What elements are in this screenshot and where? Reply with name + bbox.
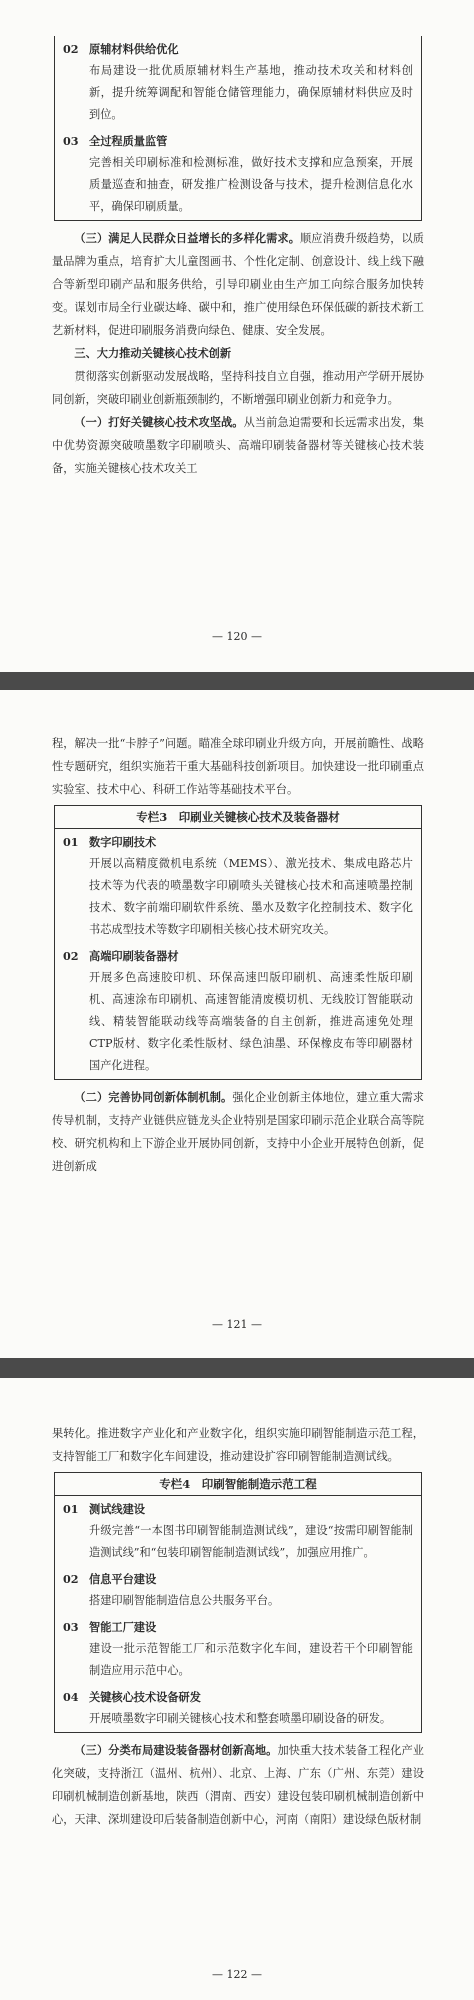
section-heading: 三、大力推动关键核心技术创新	[74, 346, 232, 360]
box-item	[55, 1496, 421, 1566]
box-item	[55, 36, 421, 128]
item-number: 02	[63, 42, 79, 56]
item-body: 开展喷墨数字印刷关键核心技术和整套喷墨印刷设备的研发。	[89, 1712, 392, 1725]
paragraph-lead: （三）满足人民群众日益增长的多样化需求。	[74, 231, 300, 245]
box-item	[55, 1566, 421, 1614]
item-title: 测试线建设	[89, 1502, 145, 1516]
item-body: 完善相关印刷标准和检测标准，做好技术支撑和应急预案，开展质量巡查和抽查，研发推广检测设备与技术，提升检测信息化水平，确保印刷质量。	[89, 156, 413, 213]
column-box-4	[54, 1472, 422, 1733]
box-item	[55, 943, 421, 1079]
box-title: 专栏4 印刷智能制造示范工程	[55, 1473, 421, 1496]
page-separator	[0, 1358, 474, 1378]
paragraph-text: 从当前急迫需要和长远需求出发，集中优势资源突破喷墨数字印刷喷头、高端印刷装备器材等关键核心技术装备，实施关键核心技术攻关工	[52, 416, 424, 475]
page-121	[0, 690, 474, 1358]
page-122	[0, 1378, 474, 2000]
item-title: 原辅材料供给优化	[89, 42, 179, 56]
box-title: 专栏3 印刷业关键核心技术及装备器材	[55, 806, 421, 829]
paragraph-text: 加快重大技术装备工程化产业化突破，支持浙江（温州、杭州）、北京、上海、广东（广州、东莞）建设印刷机械制造创新基地，陕西（渭南、西安）建设包装印刷机械制造创新中心，天津、深圳建设印后装备制造创新中心，河南（南阳）建设绿色版材制	[52, 1744, 424, 1826]
item-title: 数字印刷技术	[89, 835, 157, 849]
item-number: 02	[63, 949, 79, 963]
item-title: 高端印刷装备器材	[89, 949, 179, 963]
page-121-content	[52, 732, 424, 1178]
paragraph-lead: （二）完善协同创新体制机制。	[74, 1090, 233, 1104]
item-number: 01	[63, 835, 79, 849]
page-122-content	[52, 1422, 424, 1831]
paragraph	[52, 1086, 424, 1178]
paragraph	[52, 1739, 424, 1831]
paragraph: 果转化。推进数字产业化和产业数字化，组织实施印刷智能制造示范工程，支持智能工厂和数字化车间建设，推动建设扩容印刷智能制造测试线。	[52, 1427, 424, 1463]
column-box-3	[54, 805, 422, 1080]
item-number: 03	[63, 134, 79, 148]
paragraph-lead: （三）分类布局建设装备器材创新高地。	[74, 1743, 278, 1757]
item-body: 开展多色高速胶印机、环保高速凹版印刷机、高速柔性版印刷机、高速涂布印刷机、高速智能清废模切机、无线胶订智能联动线、精装智能联动线等高端装备的自主创新，推进高速免处理CTP版材、数字化柔性版材、绿色油墨、环保橡皮布等印刷器材国产化进程。	[89, 971, 413, 1072]
item-number: 01	[63, 1502, 79, 1516]
page-number: — 120 —	[212, 630, 262, 643]
paragraph-lead: （一）打好关键核心技术攻坚战。	[74, 415, 244, 429]
item-title: 智能工厂建设	[89, 1620, 157, 1634]
paragraph-text: 顺应消费升级趋势，以质量品牌为重点，培育扩大儿童图画书、个性化定制、创意设计、线上线下融合等新型印刷产品和服务供给，引导印刷业由生产加工向综合服务加快转变。谋划市局全行业碳达峰、碳中和，推广使用绿色环保低碳的新技术新工艺新材料，促进印刷服务消费向绿色、健康、安全发展。	[52, 232, 424, 337]
item-number: 04	[63, 1690, 79, 1704]
column-box-continued	[54, 36, 422, 221]
page-120-content	[52, 36, 424, 480]
paragraph	[52, 227, 424, 342]
paragraph-text: 强化企业创新主体地位，建立重大需求传导机制，支持产业链供应链龙头企业特别是国家印刷示范企业联合高等院校、研究机构和上下游企业开展协同创新，支持中小企业开展特色创新，促进创新成	[52, 1091, 424, 1173]
page-separator	[0, 672, 474, 690]
item-body: 布局建设一批优质原辅材料生产基地，推动技术攻关和材料创新，提升统筹调配和智能仓储管理能力，确保原辅材料供应及时到位。	[89, 64, 413, 121]
box-item	[55, 829, 421, 943]
page-number: — 122 —	[212, 1968, 262, 1981]
paragraph: 程，解决一批“卡脖子”问题。瞄准全球印刷业升级方向，开展前瞻性、战略性专题研究，组织实施若干重大基础科技创新项目。加快建设一批印刷重点实验室、技术中心、科研工作站等基础技术平台。	[52, 737, 424, 796]
paragraph	[52, 411, 424, 480]
item-title: 信息平台建设	[89, 1572, 157, 1586]
page-number: — 121 —	[212, 1318, 262, 1331]
item-number: 03	[63, 1620, 79, 1634]
box-item	[55, 1684, 421, 1732]
item-title: 关键核心技术设备研发	[89, 1690, 201, 1704]
paragraph: 贯彻落实创新驱动发展战略，坚持科技自立自强，推动用产学研开展协同创新，突破印刷业创新瓶颈制约，不断增强印刷业创新力和竞争力。	[52, 370, 424, 406]
item-title: 全过程质量监管	[89, 134, 168, 148]
page-120	[0, 0, 474, 672]
item-body: 升级完善“一本图书印刷智能制造测试线”，建设“按需印刷智能制造测试线”和“包装印刷智能制造测试线”，加强应用推广。	[89, 1524, 413, 1559]
item-body: 搭建印刷智能制造信息公共服务平台。	[89, 1594, 280, 1607]
box-item	[55, 128, 421, 220]
item-number: 02	[63, 1572, 79, 1586]
item-body: 开展以高精度微机电系统（MEMS）、激光技术、集成电路芯片技术等为代表的喷墨数字印刷喷头关键核心技术和高速喷墨控制技术、数字前端印刷软件系统、墨水及数字化控制技术、数字化书芯成型技术等数字印刷相关核心技术研究攻关。	[89, 857, 413, 936]
box-item	[55, 1614, 421, 1684]
item-body: 建设一批示范智能工厂和示范数字化车间，建设若干个印刷智能制造应用示范中心。	[89, 1642, 413, 1677]
